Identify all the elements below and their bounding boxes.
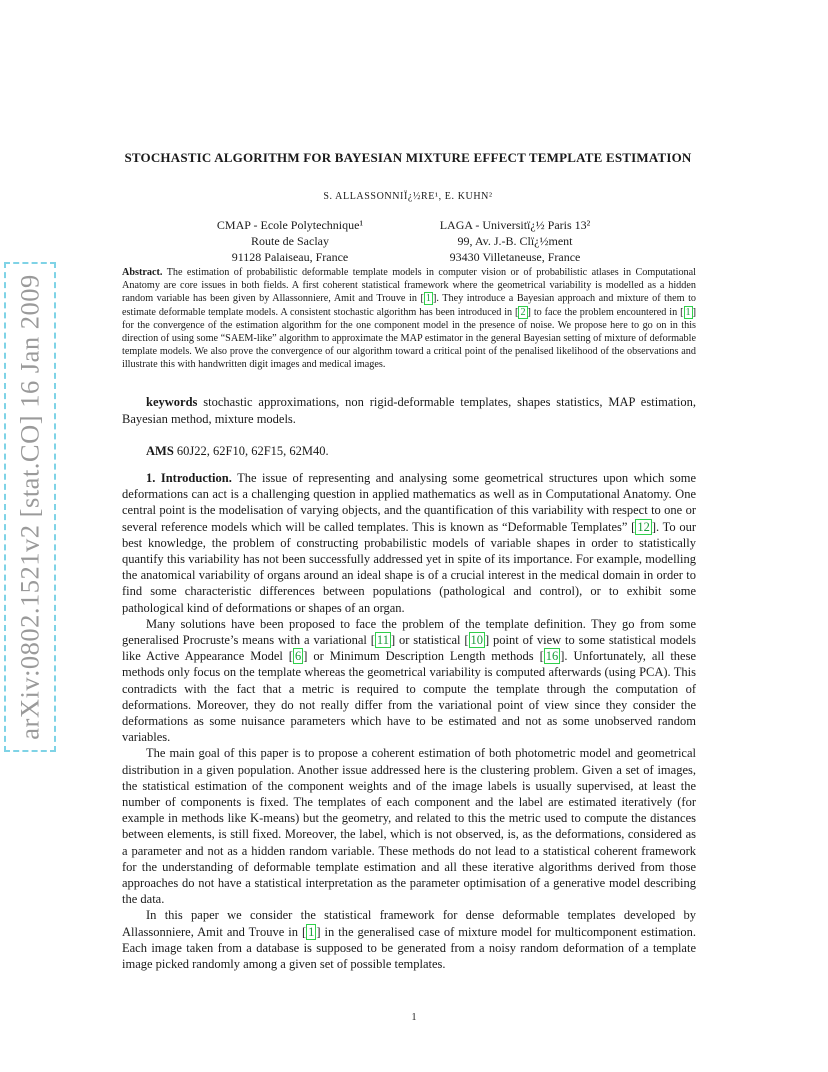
arxiv-watermark: [4, 262, 56, 752]
abstract-text: . They introduce a Bayesian approach and mixture of them to estimate deformable template models. A consistent stochastic algorithm has been introduced in: [122, 293, 697, 318]
citation-link[interactable]: 12: [637, 519, 650, 534]
paragraph-text: . Unfortunately, all these methods only focus on the template whereas the geometrical variability is computed afterwards (using PCA). This contradicts with the fact that a metric is required to compute the template through the computation of deformations. Moreover, they do not really differ from the variational point of view since they consider the deformations as some nuisance parameters which have to be estimated and not as some unobserved random variables.: [122, 649, 696, 745]
citation-link[interactable]: 6: [294, 649, 302, 664]
paragraph-text: . To our best knowledge, the problem of constructing probabilistic models of variable shapes in order to statistically quantify this variability has not been successfully addressed yet in spite of its importance. For example, modelling the anatomical variability of organs around an ideal shape is of a crucial interest in the medical domain in order to find some characteristic differences between populations (pathological and control), or to exhibit some pathological kind of deformations or shapes of an organ.: [122, 519, 697, 615]
keywords: [122, 394, 696, 428]
paragraph-text: The issue of representing and analysing some geometrical structures upon which some deformations can act is a challenging question in applied mathematics as well as in Computational Anatomy. One central point is the modelisation of varying objects, and the quantification of this variability with respect to one or several reference models which will be called templates. This is known as “Deformable Templates”: [122, 471, 696, 534]
abstract-text: for the convergence of the estimation algorithm for the one component model in the presence of noise. We propose here to go on in this direction of using some “SAEM-like” algorithm to approximate the MAP estimator in the general Bayesian setting of mixture of deformable template models. We also prove the convergence of our algorithm toward a critical point of the penalised likelihood of the observations and illustrate this with handwritten digit images and medical images.: [122, 319, 696, 371]
citation-link[interactable]: 1: [308, 924, 315, 939]
paragraph-text: in the generalised case of mixture model for multicomponent estimation. Each image taken from a database is supposed to be generated from a noisy random deformation of a template image picked randomly among a given set of possible templates.: [122, 924, 696, 972]
paragraph: In this paper we consider the statistical framework for dense deformable templates developed by Allassonniere, Amit and Trouve in [ 1 ] in the generalised case of mixture model for multicomponent estimation. Each image taken from a database is supposed to be generated from a noisy random deformation of a template image picked randomly among a given set of possible templates.: [122, 908, 696, 972]
paper-title: STOCHASTIC ALGORITHM FOR BAYESIAN MIXTURE EFFECT TEMPLATE ESTIMATION: [124, 150, 692, 165]
citation-link[interactable]: 1: [685, 306, 691, 318]
ams-classification: [146, 444, 329, 459]
paper-authors: S. ALLASSONNIÏ¿½RE¹, E. KUHN²: [323, 191, 493, 202]
page-number: 1: [411, 1012, 417, 1023]
citation-link[interactable]: 11: [376, 633, 389, 648]
affiliation-left: [180, 217, 400, 265]
paragraph-text: Many solutions have been proposed to face the problem of the template definition. They go from some generalised Procruste’s means with a variational: [122, 616, 696, 648]
abstract-text: to face the problem encountered in: [530, 306, 681, 318]
affiliation-line: CMAP - Ecole Polytechnique¹: [216, 218, 364, 232]
paragraph-text: point of view to some statistical models like Active Appearance Model: [122, 633, 696, 664]
affiliation-line: 93430 Villetaneuse, France: [449, 250, 581, 264]
affiliation-line: 99, Av. J.-B. Clï¿½ment: [457, 234, 573, 248]
paragraph: Many solutions have been proposed to face the problem of the template definition. They go from some generalised Procruste’s means with a variational [ 11 ] or statistical [ 10 ] point of view to some statistical models like Active Appearance Model [ 6 ] or Minimum Description Length methods [ 16 ]. Unfortunately, all these methods only focus on the template whereas the geometrical variability is computed afterwards (using PCA). This contradicts with the fact that a metric is required to compute the template through the computation of deformations. Moreover, they do not really differ from the variational point of view since they consider the deformations as some nuisance parameters which have to be estimated and not as some unobserved random variables.: [122, 616, 696, 745]
citation-link[interactable]: 16: [545, 649, 559, 664]
abstract: Abstract. The estimation of probabilistic deformable template models in computer vision or of probabilistic atlases in Computational Anatomy are core issues in both fields. A first coherent statistical framework where the geometrical variability is modelled as a hidden random variable has been given by Allassonniere, Amit and Trouve in [ 1 ]. They introduce a Bayesian approach and mixture of them to estimate deformable template models. A consistent stochastic algorithm has been introduced in [ 2 ] to face the problem encountered in [ 1 ] for the convergence of the estimation algorithm for the one component model in the presence of noise. We propose here to go on in this direction of using some “SAEM-like” algorithm to approximate the MAP estimator in the general Bayesian setting of mixture of deformable template models. We also prove the convergence of our algorithm toward a critical point of the penalised likelihood of the observations and illustrate this with handwritten digit images and medical images.: [122, 267, 697, 371]
arxiv-id: arXiv:0802.1521v2 [stat.CO] 16 Jan 2009: [14, 274, 45, 740]
paragraph: [122, 745, 696, 907]
ams-codes: 60J22, 62F10, 62F15, 62M40.: [176, 444, 329, 458]
abstract-label: Abstract.: [122, 267, 163, 278]
keywords-text: stochastic approximations, non rigid-deformable templates, shapes statistics, MAP estimation, Bayesian method, mixture models.: [122, 395, 697, 426]
body-text: [122, 470, 696, 972]
affiliation-line: Route de Saclay: [251, 234, 329, 248]
paragraph-text: In this paper we consider the statistical framework for dense deformable templates developed by Allassonniere, Amit and Trouve in: [122, 908, 696, 939]
section-heading: 1. Introduction.: [146, 471, 232, 485]
paragraph-text: The main goal of this paper is to propose a coherent estimation of both photometric model and geometrical distribution in a given population. Another issue addressed here is the clustering problem. Given a set of images, the statistical estimation of the component weights and of the image labels is usually supervised, at least the number of components is fixed. The templates of each component and the label are estimated iteratively (for example in methods like K-means) but the geometry, and related to this the metric used to compute the distances between elements, is still fixed. Moreover, the label, which is not observed, is, as the deformations, considered as a parameter and not as a hidden random variable. These methods do not lead to a statistical coherent framework for the understanding of deformable template estimation and all these iterative algorithms derived from those approaches do not have a statistical interpretation as the parameter optimisation of a generative model describing the data.: [122, 746, 696, 907]
paragraph-text: or statistical: [395, 633, 465, 648]
affiliation-line: LAGA - Universitï¿½ Paris 13²: [439, 218, 591, 232]
paragraph: 1. Introduction. The issue of representing and analysing some geometrical structures upon which some deformations can act is a challenging question in applied mathematics as well as in Computational Anatomy. One central point is the modelisation of varying objects, and the quantification of this variability with respect to one or several reference models which will be called templates. This is known as “Deformable Templates” [ 12 ]. To our best knowledge, the problem of constructing probabilistic models of variable shapes in order to statistically quantify this variability has not been successfully addressed yet in spite of its importance. For example, modelling the anatomical variability of organs around an ideal shape is of a crucial interest in the medical domain in order to find some characteristic differences between populations (pathological and control), or to exhibit some pathological kind of deformations or shapes of an organ.: [122, 471, 697, 615]
ams-label: AMS: [146, 444, 174, 458]
keywords-label: keywords: [146, 395, 198, 409]
affiliation-right: [405, 217, 625, 265]
affiliation-line: 91128 Palaiseau, France: [231, 250, 349, 264]
citation-link[interactable]: 10: [470, 633, 483, 648]
paragraph-text: or Minimum Description Length methods: [307, 649, 540, 664]
citation-link[interactable]: 2: [520, 306, 526, 318]
abstract-text: The estimation of probabilistic deformable template models in computer vision or of probabilistic atlases in Computational Anatomy are core issues in both fields. A first coherent statistical framework where the geometrical variability is modelled as a hidden random variable has been given by Allassonniere, Amit and Trouve in: [122, 267, 696, 305]
citation-link[interactable]: 1: [425, 293, 431, 305]
